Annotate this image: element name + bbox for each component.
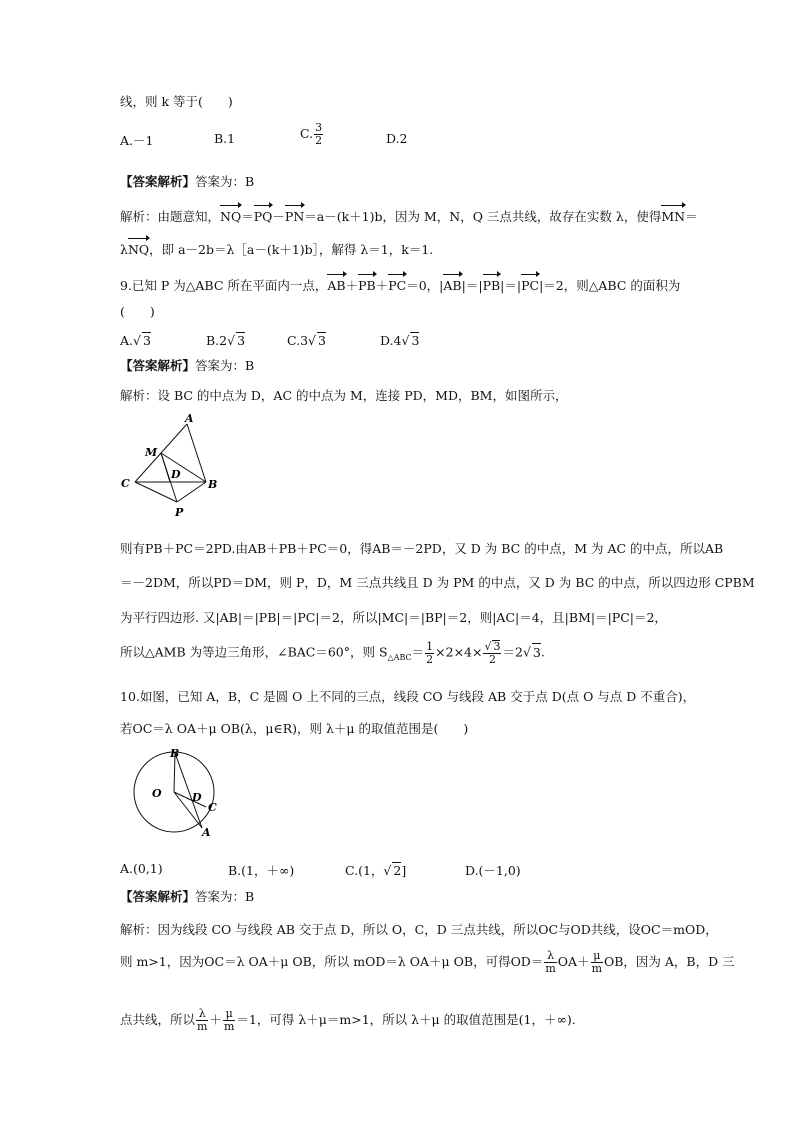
q8-stem-end: 线，则 k 等于( ): [120, 94, 233, 109]
q8-option-c: C. $\frac{3}{2}$: [300, 121, 323, 147]
fig-label-m: M: [145, 446, 158, 459]
q10-option-a: A.(0,1): [120, 861, 163, 876]
q9-solution-line1: 则有PB＋PC＝2PD.由AB＋PB＋PC＝0，得AB＝－2PD，又 D 为 BC 的中点，M 为 AC 的中点，所以AB: [120, 541, 724, 556]
q8-solution-line2: λNQ，即 a－2b＝λ［a－(k＋1)b］，解得 λ＝1，k＝1.: [120, 242, 434, 257]
fig-label-d: D: [192, 791, 202, 804]
q9-solution-intro: 解析：设 BC 的中点为 D，AC 的中点为 M，连接 PD，MD，BM，如图所示，: [120, 388, 568, 403]
q9-solution-line2: ＝－2DM，所以PD＝DM，则 P，D，M 三点共线且 D 为 PM 的中点，又 D 为 BC 的中点，所以四边形 CPBM: [120, 575, 755, 590]
fig-label-d: D: [171, 468, 181, 481]
q10-solution-line2: 则 m>1，因为OC＝λ OA＋μ OB，所以 mOD＝λ OA＋μ OB，可得OD＝ $\frac{\lambda}{m}$ OA＋ $\frac{\mu}{m}$ OB，因为 A，B，D 三: [120, 949, 735, 975]
q9-answer: 【答案解析】答案为：B: [120, 358, 255, 373]
fig-label-a: A: [185, 412, 194, 425]
fig-label-b: B: [208, 478, 218, 491]
q9-option-b: B.2√ 3: [206, 333, 246, 348]
answer-tag: 【答案解析】: [120, 889, 196, 904]
q9-option-a: A.√ 3: [120, 333, 151, 348]
q10-solution-line3: 点共线，所以 $\frac{\lambda}{m}$ ＋ $\frac{\mu}{m}$ ＝1，可得 λ＋μ＝m>1，所以 λ＋μ 的取值范围是(1，＋∞).: [120, 1007, 576, 1033]
q8-solution-line1: 解析：由题意知，NQ＝PQ－PN＝a－(k＋1)b，因为 M，N，Q 三点共线，故存在实数 λ，使得MN＝: [120, 209, 698, 224]
fig-label-b: B: [170, 747, 180, 760]
q9-stem-paren: ( ): [120, 304, 155, 319]
fig-label-o: O: [152, 787, 162, 800]
q10-stem-line1: 10.如图，已知 A，B，C 是圆 O 上不同的三点，线段 CO 与线段 AB 交于点 D(点 O 与点 D 不重合)，: [120, 689, 696, 704]
q10-option-c: C.(1，√ 2]: [345, 863, 407, 878]
answer-tag: 【答案解析】: [120, 358, 196, 373]
fig-label-c: C: [121, 477, 130, 490]
fig-label-a: A: [202, 826, 211, 839]
answer-tag: 【答案解析】: [120, 174, 196, 189]
q8-option-b: B.1: [214, 131, 236, 146]
q9-triangle-figure: [115, 410, 225, 520]
q8-option-d: D.2: [386, 131, 408, 146]
q9-option-d: D.4√ 3: [380, 333, 420, 348]
q9-option-c: C.3√ 3: [287, 333, 326, 348]
q10-option-d: D.(－1,0): [465, 863, 521, 878]
q8-option-a: A.－1: [120, 133, 154, 148]
q9-solution-line4: 所以△AMB 为等边三角形，∠BAC＝60°，则 $S_{\triangle ABC}=$ $\frac{1}{2}$ ×2×4× $\frac{√ 3}{2}$ ＝2√ 3.: [120, 639, 545, 666]
q10-answer: 【答案解析】答案为：B: [120, 889, 255, 904]
q9-solution-line3: 为平行四边形. 又|AB|＝|PB|＝|PC|＝2，所以|MC|＝|BP|＝2，则|AC|＝4，且|BM|＝|PC|＝2，: [120, 610, 667, 625]
q10-stem-line2: 若OC＝λ OA＋μ OB(λ，μ∈R)，则 λ＋μ 的取值范围是( ): [120, 721, 469, 736]
fig-label-p: P: [175, 506, 184, 519]
q10-circle-figure: [118, 745, 238, 845]
fig-label-c: C: [208, 801, 217, 814]
q8-answer: 【答案解析】答案为：B: [120, 174, 255, 189]
q10-solution-line1: 解析：因为线段 CO 与线段 AB 交于点 D，所以 O，C，D 三点共线，所以OC与OD共线，设OC＝mOD，: [120, 922, 718, 937]
q10-option-b: B.(1，＋∞): [228, 863, 295, 878]
q9-stem: 9.已知 P 为△ABC 所在平面内一点，AB＋PB＋PC＝0，|AB|＝|PB|＝|PC|＝2，则△ABC 的面积为: [120, 278, 681, 293]
